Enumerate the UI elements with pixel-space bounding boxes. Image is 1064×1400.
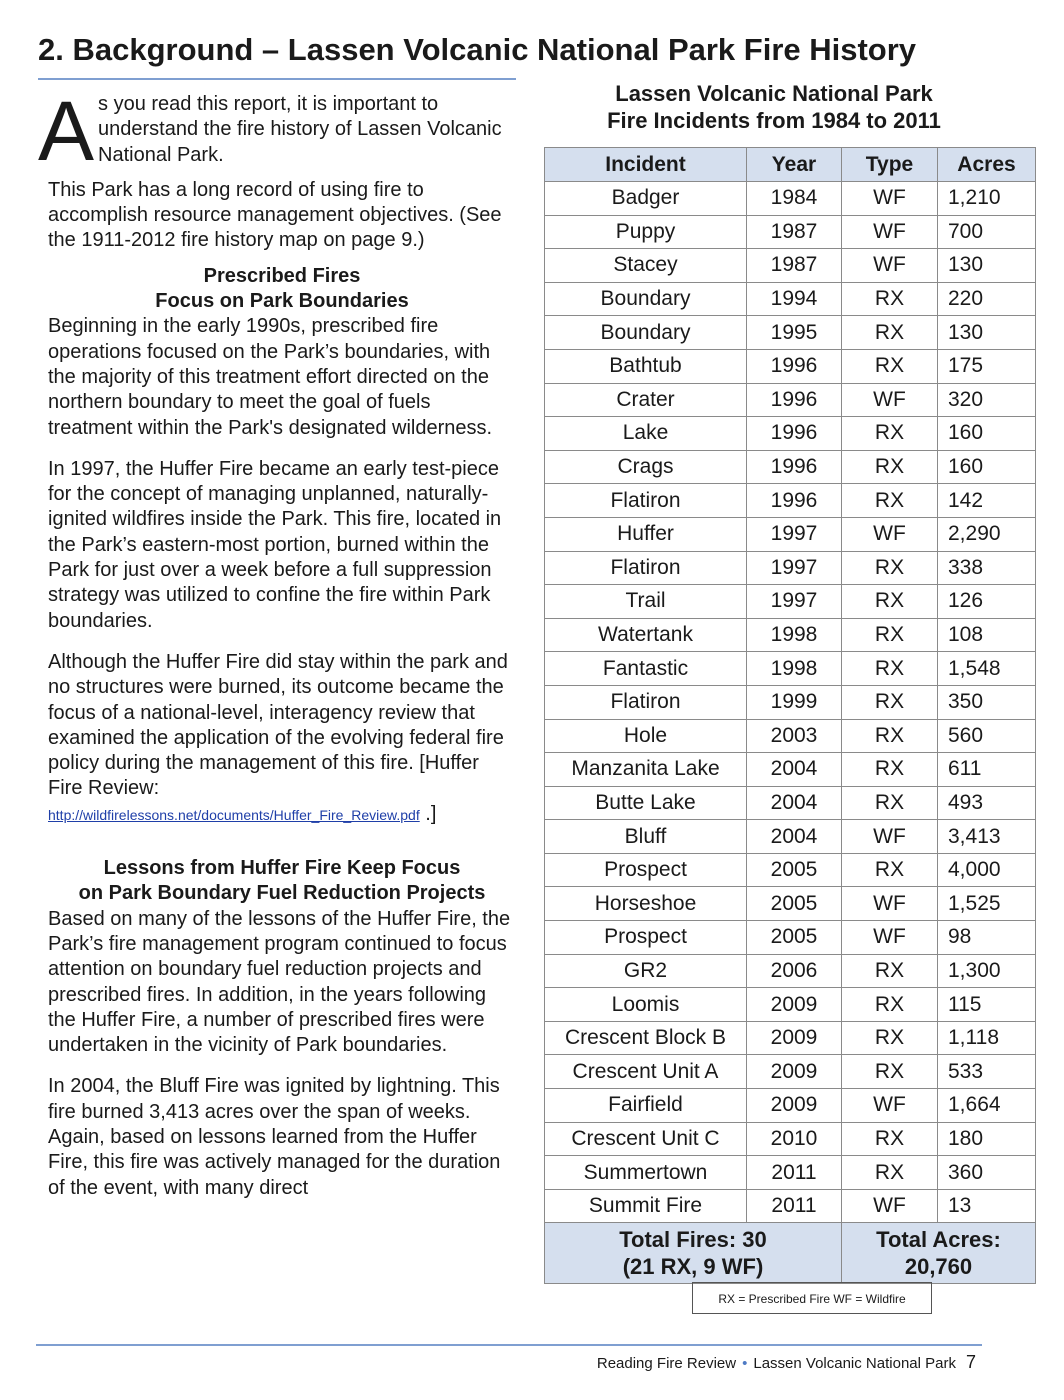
table-row (545, 249, 1036, 283)
table-row (545, 282, 1036, 316)
cell-year: 1997 (747, 551, 842, 585)
cell-year: 2004 (747, 820, 842, 854)
cell-acres: 13 (938, 1189, 1036, 1223)
cell-incident: Crescent Block B (545, 1021, 747, 1055)
cell-incident: Huffer (545, 517, 747, 551)
table-body (545, 182, 1036, 1223)
cell-acres: 350 (938, 685, 1036, 719)
cell-type: RX (842, 551, 938, 585)
cell-type: RX (842, 618, 938, 652)
cell-incident: Bathtub (545, 349, 747, 383)
cell-type: RX (842, 585, 938, 619)
cell-type: WF (842, 921, 938, 955)
cell-acres: 160 (938, 417, 1036, 451)
table-row (545, 618, 1036, 652)
cell-year: 2006 (747, 954, 842, 988)
table-row (545, 1055, 1036, 1089)
table-row (545, 1089, 1036, 1123)
cell-acres: 1,664 (938, 1089, 1036, 1123)
cell-acres: 360 (938, 1156, 1036, 1190)
cell-year: 1987 (747, 249, 842, 283)
cell-year: 2005 (747, 921, 842, 955)
cell-type: RX (842, 753, 938, 787)
page-number: 7 (965, 1352, 976, 1372)
title-divider (38, 78, 516, 80)
cell-acres: 115 (938, 988, 1036, 1022)
cell-incident: Boundary (545, 282, 747, 316)
header-type: Type (842, 148, 938, 182)
cell-type: WF (842, 383, 938, 417)
cell-type: WF (842, 517, 938, 551)
footer-divider (36, 1344, 982, 1346)
cell-year: 1997 (747, 517, 842, 551)
cell-type: WF (842, 887, 938, 921)
cell-incident: Hole (545, 719, 747, 753)
table-row (545, 820, 1036, 854)
table-row (545, 1021, 1036, 1055)
cell-type: RX (842, 282, 938, 316)
cell-acres: 3,413 (938, 820, 1036, 854)
table-total-row (545, 1223, 1036, 1284)
cell-acres: 175 (938, 349, 1036, 383)
cell-type: RX (842, 1156, 938, 1190)
cell-year: 1996 (747, 349, 842, 383)
cell-year: 1996 (747, 484, 842, 518)
cell-type: RX (842, 316, 938, 350)
cell-type: RX (842, 652, 938, 686)
cell-incident: Crater (545, 383, 747, 417)
cell-incident: Crags (545, 450, 747, 484)
cell-incident: Summertown (545, 1156, 747, 1190)
page-title: 2. Background – Lassen Volcanic National Park Fire History (38, 32, 917, 67)
cell-acres: 108 (938, 618, 1036, 652)
paragraph-early-1990s: Beginning in the early 1990s, prescribed fire operations focused on the Park’s boundaries, with the majority of this treatment effort directed on the northern boundary to meet the goal of fuels treatment within the Park's designated wilderness. (48, 315, 493, 439)
cell-incident: Bluff (545, 820, 747, 854)
left-column (38, 84, 516, 1201)
cell-incident: Flatiron (545, 484, 747, 518)
total-acres-value: 20,760 (904, 1254, 973, 1280)
cell-acres: 98 (938, 921, 1036, 955)
table-row (545, 1122, 1036, 1156)
table-row (545, 685, 1036, 719)
cell-incident: GR2 (545, 954, 747, 988)
cell-incident: Badger (545, 182, 747, 216)
cell-acres: 180 (938, 1122, 1036, 1156)
heading-line: Lessons from Huffer Fire Keep Focus (103, 857, 461, 880)
section-heading-prescribed-fires (48, 264, 516, 315)
cell-acres: 1,548 (938, 652, 1036, 686)
table-row (545, 786, 1036, 820)
cell-year: 2003 (747, 719, 842, 753)
table-row (545, 753, 1036, 787)
table-row (545, 719, 1036, 753)
cell-incident: Lake (545, 417, 747, 451)
section-heading-lessons (48, 856, 516, 907)
cell-year: 2010 (747, 1122, 842, 1156)
cell-year: 1994 (747, 282, 842, 316)
cell-acres: 611 (938, 753, 1036, 787)
fire-incidents-table (544, 147, 1036, 1284)
cell-year: 2005 (747, 853, 842, 887)
cell-incident: Puppy (545, 215, 747, 249)
cell-type: RX (842, 484, 938, 518)
table-row (545, 853, 1036, 887)
cell-type: RX (842, 1122, 938, 1156)
cell-acres: 1,210 (938, 182, 1036, 216)
cell-type: WF (842, 182, 938, 216)
cell-acres: 220 (938, 282, 1036, 316)
total-acres-label: Total Acres: (876, 1227, 1001, 1253)
cell-year: 1998 (747, 652, 842, 686)
cell-acres: 493 (938, 786, 1036, 820)
type-legend: RX = Prescribed Fire WF = Wildfire (692, 1282, 932, 1314)
cell-year: 1999 (747, 685, 842, 719)
cell-incident: Prospect (545, 921, 747, 955)
cell-type: RX (842, 450, 938, 484)
cell-year: 2011 (747, 1156, 842, 1190)
cell-incident: Fantastic (545, 652, 747, 686)
table-row (545, 450, 1036, 484)
cell-type: RX (842, 853, 938, 887)
cell-acres: 560 (938, 719, 1036, 753)
table-title-line: Fire Incidents from 1984 to 2011 (607, 108, 941, 133)
cell-acres: 126 (938, 585, 1036, 619)
cell-acres: 142 (938, 484, 1036, 518)
cell-year: 1996 (747, 417, 842, 451)
table-title-line: Lassen Volcanic National Park (615, 81, 933, 106)
cell-type: WF (842, 1189, 938, 1223)
table-row (545, 988, 1036, 1022)
cell-incident: Boundary (545, 316, 747, 350)
huffer-review-link[interactable]: http://wildfirelessons.net/documents/Huffer_Fire_Review.pdf (48, 806, 420, 823)
heading-line: Prescribed Fires (203, 264, 361, 287)
heading-line: Focus on Park Boundaries (155, 290, 409, 313)
table-row (545, 921, 1036, 955)
cell-acres: 700 (938, 215, 1036, 249)
table-row (545, 316, 1036, 350)
cell-incident: Fairfield (545, 1089, 747, 1123)
cell-type: RX (842, 954, 938, 988)
cell-incident: Horseshoe (545, 887, 747, 921)
cell-year: 2011 (747, 1189, 842, 1223)
cell-year: 2009 (747, 1055, 842, 1089)
cell-incident: Manzanita Lake (545, 753, 747, 787)
cell-year: 1998 (747, 618, 842, 652)
table-row (545, 585, 1036, 619)
total-fires-breakdown: (21 RX, 9 WF) (622, 1254, 764, 1280)
cell-incident: Crescent Unit A (545, 1055, 747, 1089)
table-row (545, 652, 1036, 686)
table-row (545, 484, 1036, 518)
cell-acres: 4,000 (938, 853, 1036, 887)
cell-incident: Flatiron (545, 685, 747, 719)
cell-acres: 533 (938, 1055, 1036, 1089)
cell-acres: 160 (938, 450, 1036, 484)
cell-type: WF (842, 249, 938, 283)
paragraph-huffer-review: Although the Huffer Fire did stay within the park and no structures were burned, its outcome became the focus of a national-level, interagency review that examined the application of the evolving federal fire policy during the management of this fire. [Huffer Fire Review: (48, 650, 508, 800)
table-row (545, 954, 1036, 988)
table-row (545, 215, 1036, 249)
cell-incident: Prospect (545, 853, 747, 887)
paragraph-huffer-1997: In 1997, the Huffer Fire became an early test-piece for the concept of managing unplanned, naturally-ignited wildfires inside the Park. This fire, located in the Park’s eastern-most portion, burned within the Park for just over a week before a full suppression strategy was utilized to confine the fire within Park boundaries. (48, 457, 502, 632)
header-incident: Incident (545, 148, 747, 182)
cell-incident: Stacey (545, 249, 747, 283)
drop-cap: A (38, 84, 95, 178)
table-header-row (545, 148, 1036, 182)
cell-type: RX (842, 1021, 938, 1055)
cell-incident: Watertank (545, 618, 747, 652)
cell-incident: Butte Lake (545, 786, 747, 820)
cell-type: RX (842, 685, 938, 719)
cell-type: WF (842, 215, 938, 249)
paragraph-lessons: Based on many of the lessons of the Huffer Fire, the Park’s fire management program continued to focus attention on boundary fuel reduction projects and prescribed fires. In addition, in the years following the Huffer Fire, a number of prescribed fires were undertaken in the vicinity of Park boundaries. (48, 907, 511, 1057)
table-row (545, 1189, 1036, 1223)
paragraph-bluff-fire: In 2004, the Bluff Fire was ignited by lightning. This fire burned 3,413 acres over the span of weeks. Again, based on lessons learned from the Huffer Fire, this fire was actively managed for the duration of the event, with many direct (48, 1075, 501, 1199)
footer-bullet: • (742, 1355, 748, 1372)
cell-year: 2009 (747, 1021, 842, 1055)
cell-year: 2009 (747, 1089, 842, 1123)
paragraph-park-record: This Park has a long record of using fire to accomplish resource management objectives. (See the 1911-2012 fire history map on page 9.) (48, 178, 502, 252)
table-row (545, 383, 1036, 417)
table-row (545, 887, 1036, 921)
intro-text: s you read this report, it is important to understand the fire history of Lassen Volcanic National Park. (98, 93, 502, 166)
review-link-line (48, 802, 516, 828)
cell-year: 1997 (747, 585, 842, 619)
cell-type: RX (842, 417, 938, 451)
cell-type: RX (842, 719, 938, 753)
total-fires: Total Fires: 30 (619, 1227, 767, 1253)
cell-type: RX (842, 988, 938, 1022)
cell-year: 2004 (747, 753, 842, 787)
cell-acres: 1,118 (938, 1021, 1036, 1055)
cell-acres: 130 (938, 316, 1036, 350)
cell-incident: Trail (545, 585, 747, 619)
table-row (545, 551, 1036, 585)
table-row (545, 182, 1036, 216)
table-title (544, 80, 1004, 134)
table-row (545, 1156, 1036, 1190)
table-row (545, 417, 1036, 451)
cell-year: 1995 (747, 316, 842, 350)
cell-type: RX (842, 349, 938, 383)
cell-year: 1996 (747, 450, 842, 484)
cell-type: WF (842, 820, 938, 854)
cell-year: 1987 (747, 215, 842, 249)
header-year: Year (747, 148, 842, 182)
footer-park: Lassen Volcanic National Park (753, 1355, 956, 1372)
cell-incident: Flatiron (545, 551, 747, 585)
cell-year: 1984 (747, 182, 842, 216)
page-footer (597, 1351, 976, 1375)
cell-year: 2004 (747, 786, 842, 820)
table-row (545, 349, 1036, 383)
cell-acres: 1,525 (938, 887, 1036, 921)
cell-type: RX (842, 786, 938, 820)
cell-incident: Crescent Unit C (545, 1122, 747, 1156)
cell-type: RX (842, 1055, 938, 1089)
cell-acres: 2,290 (938, 517, 1036, 551)
footer-publication: Reading Fire Review (596, 1355, 737, 1372)
intro-paragraph (38, 84, 516, 178)
total-fires-cell (545, 1223, 842, 1284)
cell-year: 2009 (747, 988, 842, 1022)
cell-acres: 320 (938, 383, 1036, 417)
cell-incident: Loomis (545, 988, 747, 1022)
table-row (545, 517, 1036, 551)
cell-acres: 1,300 (938, 954, 1036, 988)
cell-year: 2005 (747, 887, 842, 921)
cell-acres: 338 (938, 551, 1036, 585)
cell-type: WF (842, 1089, 938, 1123)
link-tail: .] (419, 802, 437, 825)
heading-line: on Park Boundary Fuel Reduction Projects (78, 882, 486, 905)
cell-acres: 130 (938, 249, 1036, 283)
cell-incident: Summit Fire (545, 1189, 747, 1223)
total-acres-cell (842, 1223, 1036, 1284)
header-acres: Acres (938, 148, 1036, 182)
cell-year: 1996 (747, 383, 842, 417)
